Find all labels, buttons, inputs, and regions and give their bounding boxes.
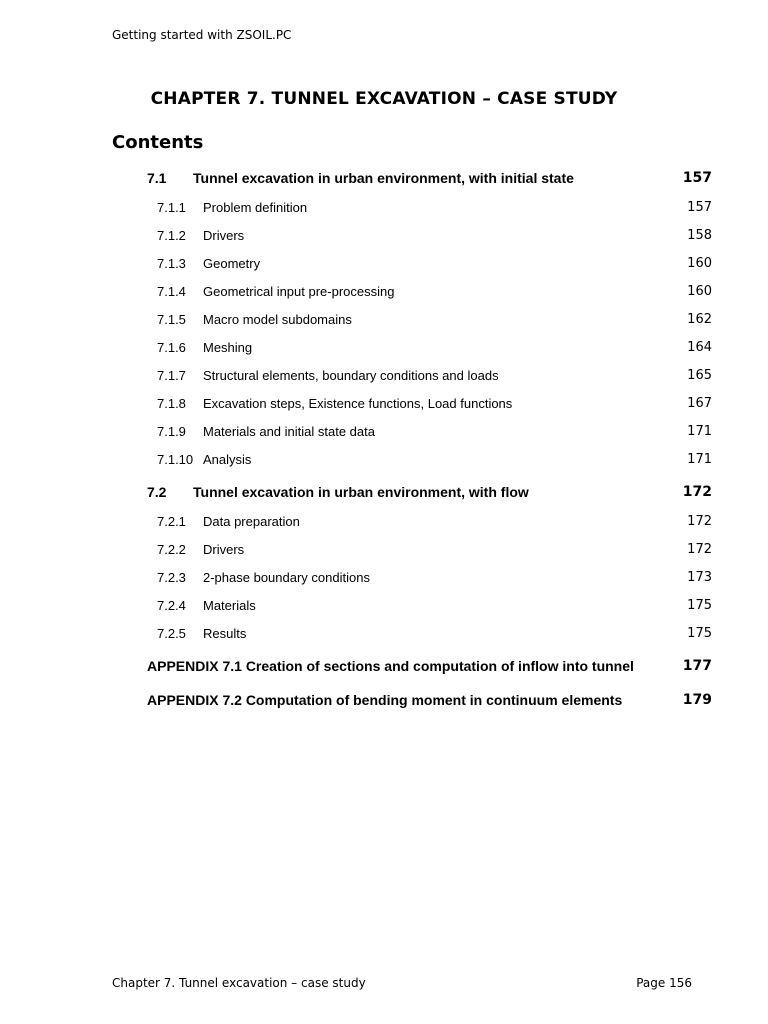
toc-entry-title: Materials and initial state data [203,424,375,439]
toc-entry-page: 172 [687,514,712,529]
toc-entry-page: 157 [682,170,712,186]
toc-entry-number: 7.2.5 [157,626,186,641]
toc-entry-title: Drivers [203,542,245,557]
toc-entry-number: 7.1.7 [157,368,186,383]
toc-entry-number: 7.2.2 [157,542,186,557]
toc-entry-title: Data preparation [203,514,300,529]
footer-page-number: Page 156 [636,976,692,990]
toc-entry-title: Drivers [203,228,245,243]
toc-entry-number: 7.1.2 [157,228,186,243]
toc-entry-title: Tunnel excavation in urban environment, with flow [193,484,529,500]
toc-entry-number: 7.1.10 [157,452,194,467]
toc-entry-page: 158 [687,228,712,243]
toc-entry-number: 7.1.4 [157,284,186,299]
toc-entry-page: 175 [687,626,712,641]
toc-entry-page: 171 [687,424,712,439]
toc-entry-number: 7.1.5 [157,312,186,327]
toc-entry-number: 7.1.3 [157,256,186,271]
toc-entry-number: 7.2 [147,484,167,500]
contents-heading: Contents [112,132,204,153]
toc-entry-title: APPENDIX 7.2 Computation of bending moment in continuum elements [147,692,623,708]
toc-entry-page: 160 [687,284,712,299]
toc-entry-title: Materials [203,598,256,613]
toc-entry-page: 172 [687,542,712,557]
toc-entry-number: 7.2.4 [157,598,186,613]
toc-entry-title: Structural elements, boundary conditions and loads [203,368,499,383]
footer-chapter-title: Chapter 7. Tunnel excavation – case study [112,976,366,990]
toc-entry-number: 7.1.6 [157,340,186,355]
running-header: Getting started with ZSOIL.PC [112,28,292,42]
toc-entry-title: Excavation steps, Existence functions, Load functions [203,396,513,411]
toc-entry-page: 157 [687,200,712,215]
toc-entry-page: 177 [682,658,712,674]
toc-entry-page: 162 [687,312,712,327]
toc-entry-number: 7.1.9 [157,424,186,439]
toc-entry-page: 160 [687,256,712,271]
toc-entry-page: 179 [682,692,712,708]
toc-entry-number: 7.1 [147,170,167,186]
toc-entry-title: Meshing [203,340,253,355]
toc-entry-title: APPENDIX 7.1 Creation of sections and computation of inflow into tunnel [147,658,634,674]
toc-entry-title: Tunnel excavation in urban environment, with initial state [193,170,574,186]
chapter-title: CHAPTER 7. TUNNEL EXCAVATION – CASE STUDY [150,89,618,109]
toc-entry-title: 2-phase boundary conditions [203,570,370,585]
toc-entry-number: 7.2.3 [157,570,186,585]
toc-entry-page: 171 [687,452,712,467]
toc-entry-title: Results [203,626,247,641]
toc-entry-number: 7.1.1 [157,200,186,215]
toc-entry-page: 175 [687,598,712,613]
toc-entry-title: Geometry [203,256,261,271]
toc-entry-title: Analysis [203,452,252,467]
toc-entry-title: Problem definition [203,200,308,215]
toc-entry-page: 167 [687,396,712,411]
toc-entry-title: Macro model subdomains [203,312,352,327]
toc-entry-page: 165 [687,368,712,383]
toc-entry-page: 164 [687,340,712,355]
toc-entry-number: 7.1.8 [157,396,186,411]
toc-entry-title: Geometrical input pre-processing [203,284,395,299]
toc-entry-page: 173 [687,570,712,585]
toc-entry-number: 7.2.1 [157,514,186,529]
toc-entry-page: 172 [682,484,712,500]
